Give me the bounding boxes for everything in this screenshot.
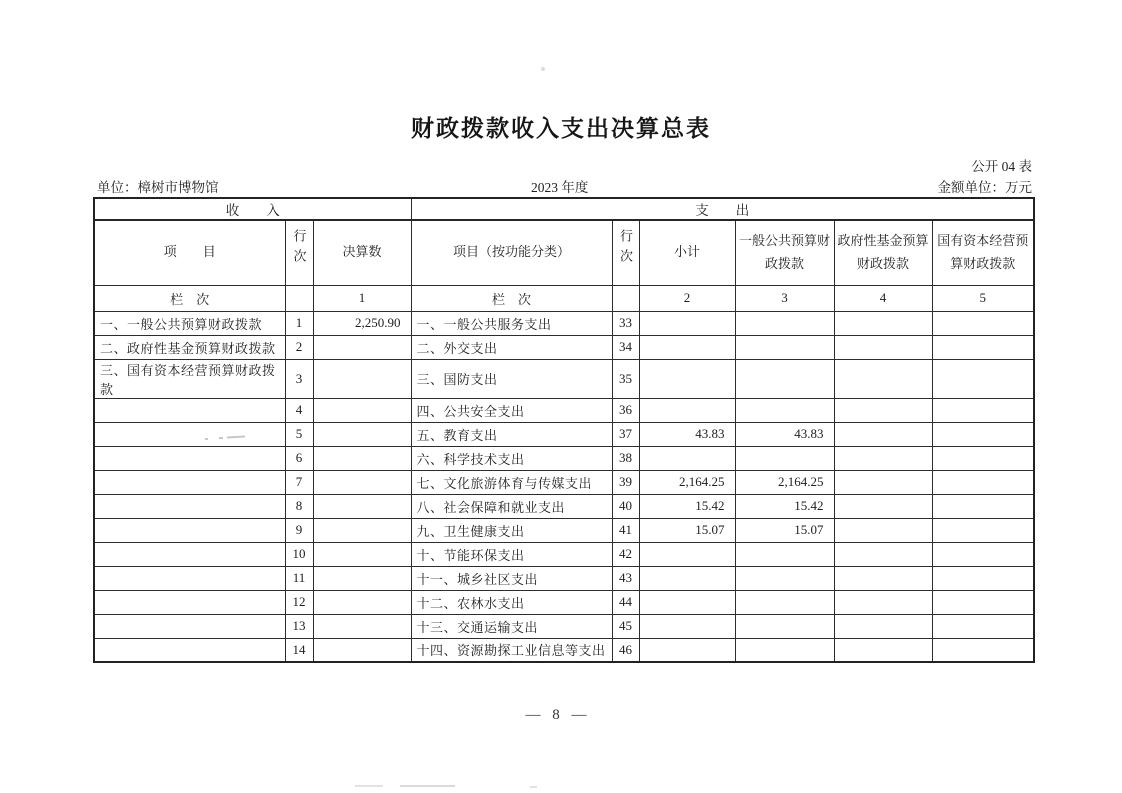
column-header-row	[94, 220, 1034, 285]
expense-subtotal-cell: 2,164.25	[639, 470, 735, 494]
income-amount-cell	[313, 335, 411, 359]
subtotal-header: 小计	[639, 220, 735, 285]
expense-line-cell: 45	[612, 614, 639, 638]
income-item-cell	[94, 398, 285, 422]
expense-general-budget-cell: 43.83	[735, 422, 834, 446]
expense-gov-fund-cell	[834, 359, 932, 398]
expense-item-cell: 一、一般公共服务支出	[411, 311, 612, 335]
expense-line-index-blank	[612, 285, 639, 311]
expense-subtotal-cell	[639, 590, 735, 614]
income-line-cell: 7	[285, 470, 313, 494]
income-item-cell	[94, 542, 285, 566]
expense-subtotal-cell	[639, 398, 735, 422]
income-item-cell	[94, 470, 285, 494]
income-item-cell	[94, 566, 285, 590]
expense-state-capital-cell	[932, 446, 1034, 470]
income-item-header: 项 目	[94, 220, 285, 285]
income-amount-cell	[313, 614, 411, 638]
expense-item-cell: 八、社会保障和就业支出	[411, 494, 612, 518]
expense-general-budget-cell	[735, 446, 834, 470]
gov-fund-budget-header: 政府性基金预算财政拨款	[834, 220, 932, 285]
income-item-cell: 二、政府性基金预算财政拨款	[94, 335, 285, 359]
table-row	[94, 398, 1034, 422]
column-index-4: 4	[834, 285, 932, 311]
expense-line-cell: 44	[612, 590, 639, 614]
expense-state-capital-cell	[932, 335, 1034, 359]
expense-item-cell: 七、文化旅游体育与传媒支出	[411, 470, 612, 494]
income-amount-cell	[313, 470, 411, 494]
expense-general-budget-cell	[735, 311, 834, 335]
expense-line-cell: 38	[612, 446, 639, 470]
expense-state-capital-cell	[932, 518, 1034, 542]
expense-state-capital-cell	[932, 470, 1034, 494]
income-item-cell: 三、国有资本经营预算财政拨款	[94, 359, 285, 398]
income-amount-cell: 2,250.90	[313, 311, 411, 335]
income-column-index-label: 栏 次	[94, 285, 285, 311]
expense-item-cell: 六、科学技术支出	[411, 446, 612, 470]
income-item-cell	[94, 518, 285, 542]
expense-line-no-header-text: 行次	[618, 228, 633, 269]
income-item-cell	[94, 614, 285, 638]
income-line-cell: 11	[285, 566, 313, 590]
expense-state-capital-cell	[932, 542, 1034, 566]
expense-item-cell: 二、外交支出	[411, 335, 612, 359]
income-amount-cell	[313, 542, 411, 566]
expense-state-capital-cell	[932, 311, 1034, 335]
income-line-no-header	[285, 220, 313, 285]
expense-subtotal-cell	[639, 359, 735, 398]
expense-state-capital-cell	[932, 614, 1034, 638]
page-title: 财政拨款收入支出决算总表	[411, 115, 711, 141]
expense-line-cell: 33	[612, 311, 639, 335]
income-item-cell	[94, 590, 285, 614]
expense-gov-fund-cell	[834, 422, 932, 446]
expense-gov-fund-cell	[834, 614, 932, 638]
expense-gov-fund-cell	[834, 542, 932, 566]
income-line-cell: 12	[285, 590, 313, 614]
income-amount-cell	[313, 359, 411, 398]
income-item-cell	[94, 446, 285, 470]
income-amount-cell	[313, 566, 411, 590]
expense-state-capital-cell	[932, 494, 1034, 518]
table-row	[94, 542, 1034, 566]
expense-state-capital-cell	[932, 590, 1034, 614]
expense-line-cell: 43	[612, 566, 639, 590]
income-line-cell: 9	[285, 518, 313, 542]
income-line-index-blank	[285, 285, 313, 311]
table-row	[94, 638, 1034, 662]
income-line-cell: 3	[285, 359, 313, 398]
expense-subtotal-cell: 15.42	[639, 494, 735, 518]
income-amount-cell	[313, 446, 411, 470]
expense-item-cell: 十一、城乡社区支出	[411, 566, 612, 590]
income-line-cell: 5	[285, 422, 313, 446]
expense-line-cell: 42	[612, 542, 639, 566]
expense-state-capital-cell	[932, 398, 1034, 422]
expense-item-cell: 十四、资源勘探工业信息等支出	[411, 638, 612, 662]
amount-unit-label: 金额单位：万元	[937, 180, 1032, 195]
expense-general-budget-cell	[735, 542, 834, 566]
expense-line-cell: 39	[612, 470, 639, 494]
section-header-row	[94, 198, 1034, 220]
unit-label: 单位：樟树市博物馆	[97, 180, 219, 195]
table-row	[94, 614, 1034, 638]
budget-summary-table	[93, 197, 1035, 663]
expense-gov-fund-cell	[834, 590, 932, 614]
income-line-cell: 10	[285, 542, 313, 566]
expense-section-header: 支 出	[411, 198, 1034, 220]
income-amount-cell	[313, 518, 411, 542]
expense-item-cell: 十二、农林水支出	[411, 590, 612, 614]
table-row	[94, 446, 1034, 470]
expense-subtotal-cell	[639, 446, 735, 470]
expense-gov-fund-cell	[834, 518, 932, 542]
expense-subtotal-cell	[639, 566, 735, 590]
expense-gov-fund-cell	[834, 311, 932, 335]
expense-general-budget-cell	[735, 638, 834, 662]
expense-general-budget-cell	[735, 590, 834, 614]
income-item-cell: 一、一般公共预算财政拨款	[94, 311, 285, 335]
expense-gov-fund-cell	[834, 470, 932, 494]
expense-item-cell: 四、公共安全支出	[411, 398, 612, 422]
income-line-cell: 1	[285, 311, 313, 335]
general-public-budget-header: 一般公共预算财政拨款	[735, 220, 834, 285]
expense-line-cell: 35	[612, 359, 639, 398]
income-item-cell	[94, 638, 285, 662]
table-row	[94, 335, 1034, 359]
expense-line-cell: 37	[612, 422, 639, 446]
expense-gov-fund-cell	[834, 494, 932, 518]
column-index-2: 2	[639, 285, 735, 311]
expense-subtotal-cell	[639, 638, 735, 662]
income-line-cell: 13	[285, 614, 313, 638]
expense-item-cell: 九、卫生健康支出	[411, 518, 612, 542]
expense-line-cell: 34	[612, 335, 639, 359]
table-row	[94, 494, 1034, 518]
expense-item-cell: 十、节能环保支出	[411, 542, 612, 566]
page-number: — 8 —	[525, 707, 591, 723]
income-line-cell: 4	[285, 398, 313, 422]
expense-state-capital-cell	[932, 638, 1034, 662]
expense-subtotal-cell	[639, 614, 735, 638]
expense-line-cell: 41	[612, 518, 639, 542]
expense-gov-fund-cell	[834, 446, 932, 470]
expense-item-cell: 十三、交通运输支出	[411, 614, 612, 638]
expense-gov-fund-cell	[834, 335, 932, 359]
expense-gov-fund-cell	[834, 638, 932, 662]
expense-general-budget-cell	[735, 398, 834, 422]
income-line-cell: 14	[285, 638, 313, 662]
table-row	[94, 590, 1034, 614]
expense-subtotal-cell	[639, 335, 735, 359]
period-label: 2023 年度	[531, 180, 589, 195]
expense-line-cell: 40	[612, 494, 639, 518]
table-row	[94, 518, 1034, 542]
income-line-cell: 2	[285, 335, 313, 359]
expense-subtotal-cell: 15.07	[639, 518, 735, 542]
expense-general-budget-cell: 15.07	[735, 518, 834, 542]
income-line-no-header-text: 行次	[291, 228, 307, 269]
expense-general-budget-cell	[735, 359, 834, 398]
expense-general-budget-cell: 2,164.25	[735, 470, 834, 494]
income-item-cell	[94, 494, 285, 518]
expense-general-budget-cell	[735, 566, 834, 590]
expense-state-capital-cell	[932, 422, 1034, 446]
income-line-cell: 8	[285, 494, 313, 518]
table-body	[94, 311, 1034, 662]
expense-item-header: 项目（按功能分类）	[411, 220, 612, 285]
table-row	[94, 359, 1034, 398]
table-row	[94, 470, 1034, 494]
expense-subtotal-cell: 43.83	[639, 422, 735, 446]
income-amount-cell	[313, 398, 411, 422]
expense-line-no-header	[612, 220, 639, 285]
income-amount-cell	[313, 494, 411, 518]
expense-item-cell: 五、教育支出	[411, 422, 612, 446]
table-row	[94, 311, 1034, 335]
scan-speck	[541, 67, 545, 71]
expense-state-capital-cell	[932, 359, 1034, 398]
income-amount-cell	[313, 638, 411, 662]
expense-subtotal-cell	[639, 542, 735, 566]
expense-column-index-label: 栏 次	[411, 285, 612, 311]
income-line-cell: 6	[285, 446, 313, 470]
expense-general-budget-cell	[735, 335, 834, 359]
expense-item-cell: 三、国防支出	[411, 359, 612, 398]
expense-state-capital-cell	[932, 566, 1034, 590]
expense-gov-fund-cell	[834, 566, 932, 590]
form-code-label: 公开 04 表	[971, 159, 1032, 174]
expense-line-cell: 46	[612, 638, 639, 662]
income-amount-cell	[313, 590, 411, 614]
income-amount-cell	[313, 422, 411, 446]
table-row	[94, 566, 1034, 590]
column-index-5: 5	[932, 285, 1034, 311]
expense-general-budget-cell	[735, 614, 834, 638]
expense-subtotal-cell	[639, 311, 735, 335]
income-item-cell	[94, 422, 285, 446]
table-row	[94, 422, 1034, 446]
column-index-3: 3	[735, 285, 834, 311]
expense-gov-fund-cell	[834, 398, 932, 422]
expense-general-budget-cell: 15.42	[735, 494, 834, 518]
state-capital-budget-header: 国有资本经营预算财政拨款	[932, 220, 1034, 285]
income-amount-header: 决算数	[313, 220, 411, 285]
expense-line-cell: 36	[612, 398, 639, 422]
column-index-row	[94, 285, 1034, 311]
pencil-smudge-mark	[205, 436, 255, 440]
income-section-header: 收 入	[94, 198, 411, 220]
income-amount-index: 1	[313, 285, 411, 311]
